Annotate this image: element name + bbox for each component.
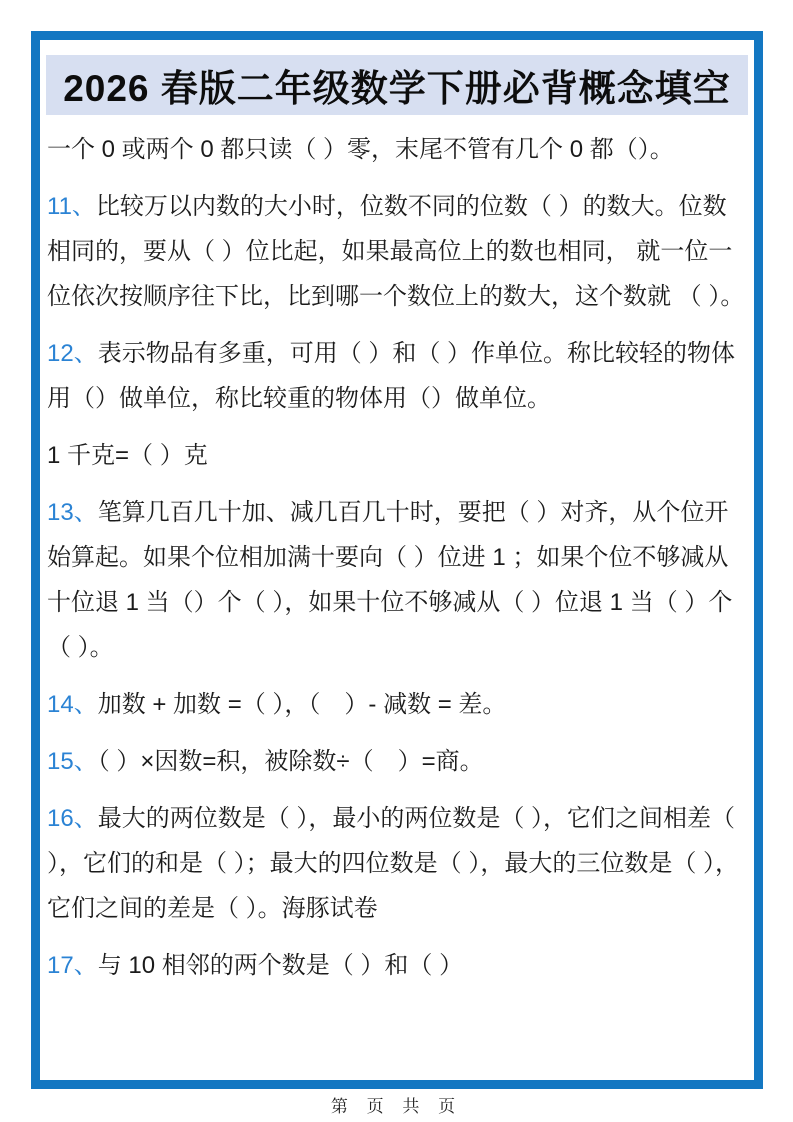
item-text: 比较万以内数的大小时，位数不同的位数（ ）的数大。位数相同的，要从（ ）位比起，如果最高位上的数也相同， 就一位一位依次按顺序往下比，比到哪一个数位上的数大，这个数就 （ ）。 <box>47 193 745 310</box>
worksheet-item-12 <box>47 331 748 421</box>
worksheet-item-15 <box>47 739 748 784</box>
page-title: 2026 春版二年级数学下册必背概念填空 <box>63 68 731 109</box>
item-text: 1 千克=（ ）克 <box>47 442 208 469</box>
worksheet-item-intro <box>47 127 748 172</box>
item-number: 15、 <box>47 748 98 775</box>
worksheet-item-17 <box>47 943 748 988</box>
item-text: 与 10 相邻的两个数是（ ）和（ ） <box>97 952 464 979</box>
page-frame <box>31 31 763 1089</box>
item-text: （ ）×因数=积，被除数÷（ ）=商。 <box>97 748 484 775</box>
item-text: 表示物品有多重，可用（ ）和（ ）作单位。称比较轻的物体用（）做单位，称比较重的物体用（）做单位。 <box>47 340 736 412</box>
item-text: 加数 + 加数 =（ ），（ ）- 减数 = 差。 <box>97 691 507 718</box>
worksheet-item-11 <box>47 184 748 319</box>
worksheet-content <box>40 127 754 988</box>
item-number: 17、 <box>47 952 98 979</box>
item-number: 13、 <box>47 499 98 526</box>
item-number: 14、 <box>47 691 98 718</box>
title-bar <box>46 55 748 115</box>
item-number: 12、 <box>47 340 98 367</box>
worksheet-item-16 <box>47 796 748 931</box>
item-text: 笔算几百几十加、减几百几十时，要把（ ）对齐，从个位开始算起。如果个位相加满十要向（ ）位进 1 ；如果个位不够减从十位退 1 当（）个（ ），如果十位不够减从（ ）位退 1 当（ ）个（ ）。 <box>47 499 733 661</box>
worksheet-item-14 <box>47 682 748 727</box>
worksheet-item-12-conversion <box>47 433 748 478</box>
item-number: 11、 <box>47 193 96 220</box>
item-text: 一个 0 或两个 0 都只读（ ）零，末尾不管有几个 0 都（）。 <box>47 136 674 163</box>
worksheet-item-13 <box>47 490 748 670</box>
item-text: 最大的两位数是（ ），最小的两位数是（ ），它们之间相差（ ），它们的和是（ ）；最大的四位数是（ ），最大的三位数是（ ），它们之间的差是（ ）。海豚试卷 <box>47 805 740 922</box>
item-number: 16、 <box>47 805 98 832</box>
page-footer: 第 页 共 页 <box>330 1097 463 1116</box>
